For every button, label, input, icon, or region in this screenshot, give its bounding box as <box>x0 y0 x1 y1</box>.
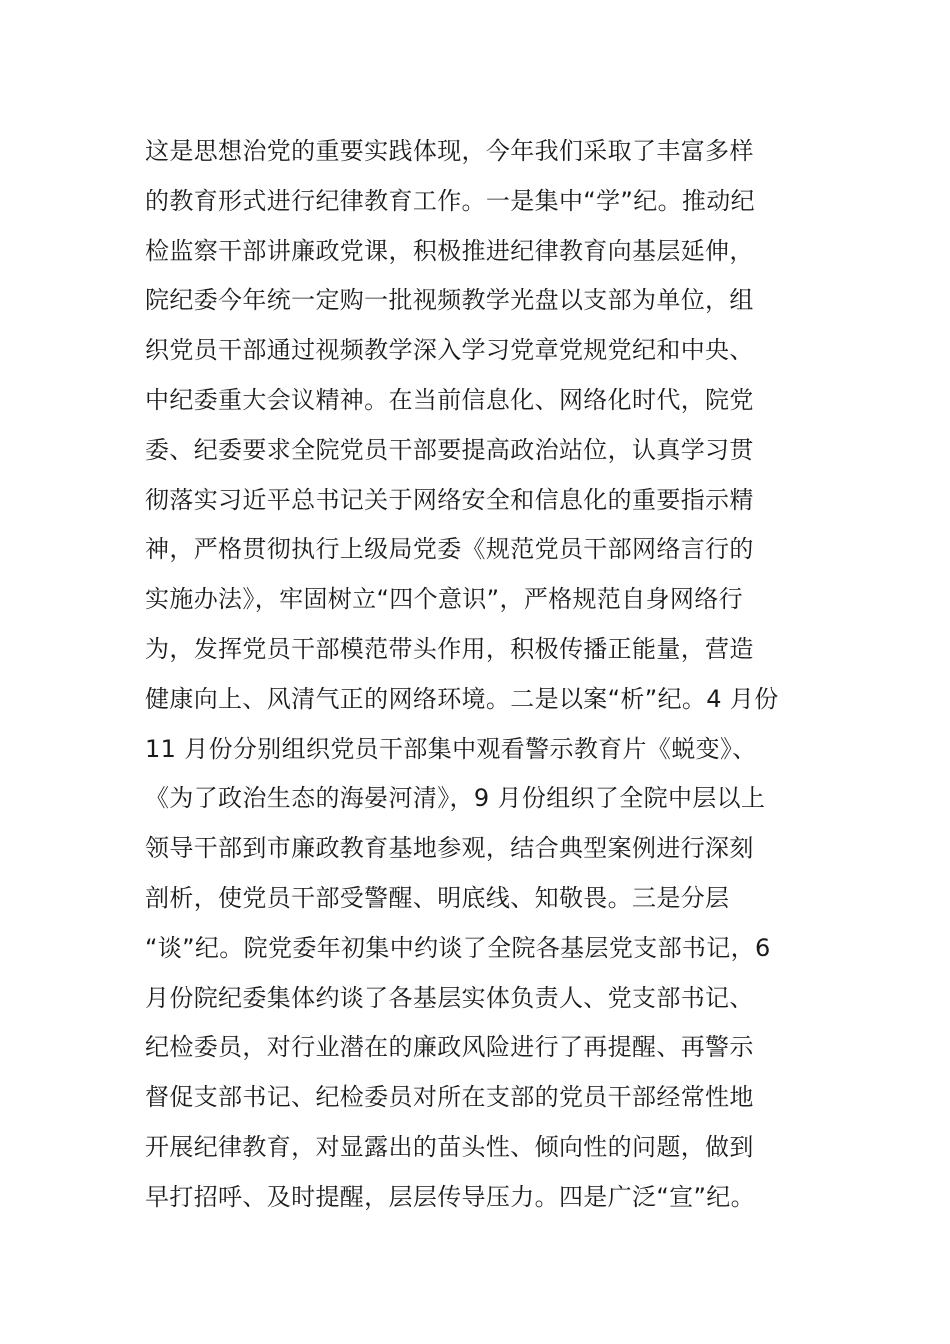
text-line: 检监察干部讲廉政党课，积极推进纪律教育向基层延伸， <box>145 236 754 265</box>
text-line: 为，发挥党员干部模范带头作用，积极传播正能量，营造 <box>145 634 754 663</box>
text-line: 《为了政治生态的海晏河清》，9 月份组织了全院中层以上 <box>145 784 766 813</box>
text-line: 的教育形式进行纪律教育工作。一是集中“学”纪。推动纪 <box>145 186 755 215</box>
text-line: 织党员干部通过视频教学深入学习党章党规党纪和中央、 <box>145 336 754 365</box>
text-line: 早打招呼、及时提醒，层层传导压力。四是广泛“宣”纪。 <box>145 1182 755 1211</box>
text-line: 纪检委员，对行业潜在的廉政风险进行了再提醒、再警示 <box>145 1033 754 1062</box>
text-line: 神，严格贯彻执行上级局党委《规范党员干部网络言行的 <box>145 535 754 564</box>
text-line: 督促支部书记、纪检委员对所在支部的党员干部经常性地 <box>145 1083 754 1112</box>
text-line: 月份院纪委集体约谈了各基层实体负责人、党支部书记、 <box>145 983 754 1012</box>
text-line: 这是思想治党的重要实践体现，今年我们采取了丰富多样 <box>145 137 754 165</box>
text-line: 中纪委重大会议精神。在当前信息化、网络化时代，院党 <box>145 385 754 414</box>
text-line: 健康向上、风清气正的网络环境。二是以案“析”纪。4 月份 <box>145 684 779 713</box>
text-line: 实施办法》，牢固树立“四个意识”，严格规范自身网络行 <box>145 585 743 614</box>
text-line: 委、纪委要求全院党员干部要提高政治站位，认真学习贯 <box>145 435 754 464</box>
text-line: 剖析，使党员干部受警醒、明底线、知敬畏。三是分层 <box>145 883 730 912</box>
text-line: 开展纪律教育，对显露出的苗头性、倾向性的问题，做到 <box>145 1132 754 1161</box>
text-line: 彻落实习近平总书记关于网络安全和信息化的重要指示精 <box>145 485 754 514</box>
text-line: “谈”纪。院党委年初集中约谈了全院各基层党支部书记，6 <box>145 933 771 962</box>
text-line: 领导干部到市廉政教育基地参观，结合典型案例进行深刻 <box>145 834 754 863</box>
text-line: 11 月份分别组织党员干部集中观看警示教育片《蜕变》、 <box>145 734 757 763</box>
body-text <box>145 127 825 1223</box>
text-line: 院纪委今年统一定购一批视频教学光盘以支部为单位，组 <box>145 286 754 315</box>
